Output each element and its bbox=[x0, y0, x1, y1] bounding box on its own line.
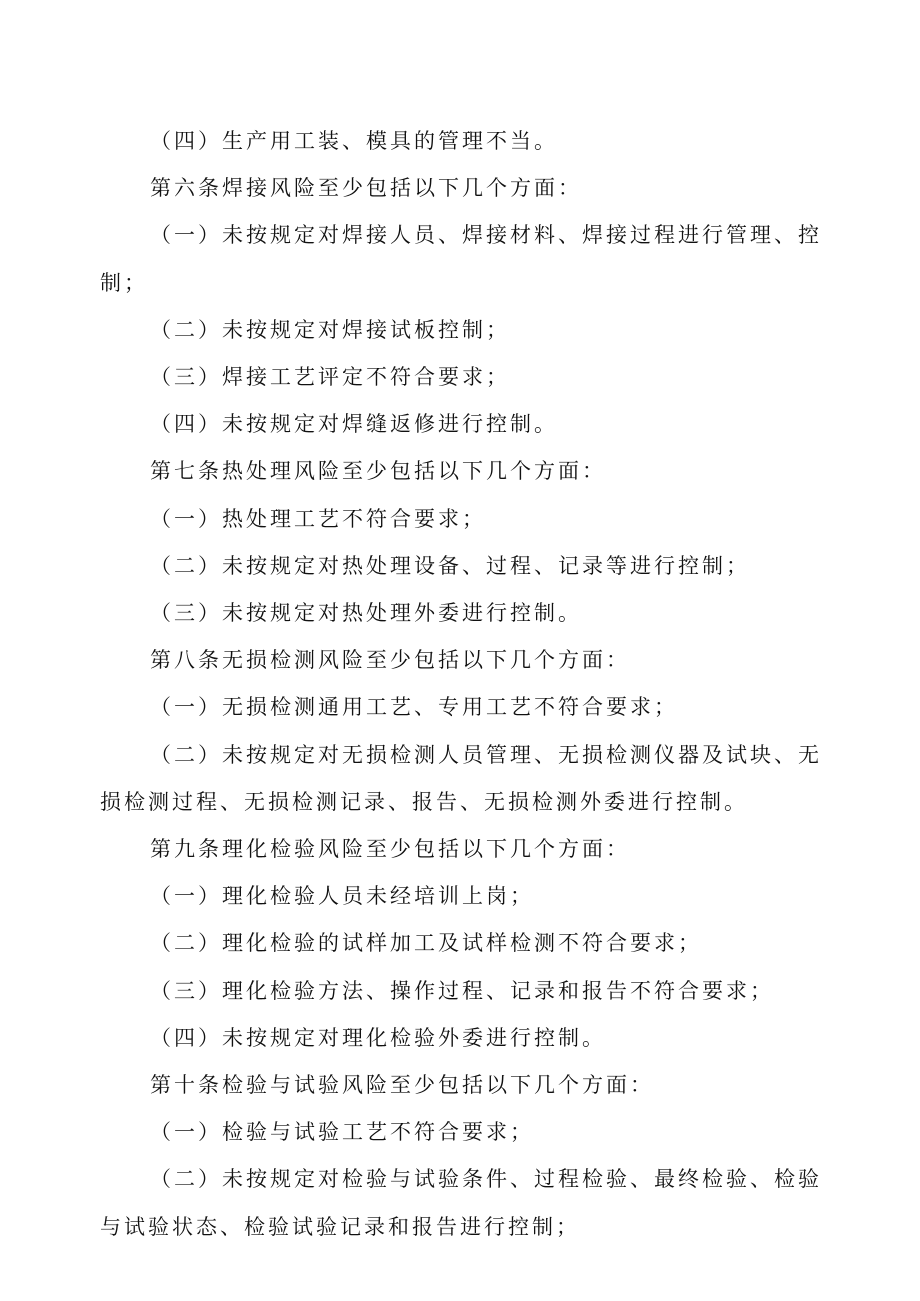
paragraph-welding-item-1: （一）未按规定对焊接人员、焊接材料、焊接过程进行管理、控制； bbox=[100, 223, 822, 295]
article-9-heading: 第九条理化检验风险至少包括以下几个方面： bbox=[150, 837, 630, 862]
paragraph-heat-treatment-item-1: （一）热处理工艺不符合要求； bbox=[150, 506, 486, 531]
article-6-heading: 第六条焊接风险至少包括以下几个方面： bbox=[150, 176, 582, 201]
paragraph-tooling-item-4: （四）生产用工装、模具的管理不当。 bbox=[150, 129, 558, 153]
article-8-heading: 第八条无损检测风险至少包括以下几个方面： bbox=[150, 648, 630, 673]
paragraph-heat-treatment-item-3: （三）未按规定对热处理外委进行控制。 bbox=[150, 601, 582, 626]
paragraph-inspection-item-1: （一）检验与试验工艺不符合要求； bbox=[150, 1120, 534, 1145]
paragraph-physchem-item-3: （三）理化检验方法、操作过程、记录和报告不符合要求； bbox=[150, 978, 774, 1003]
paragraph-physchem-item-4: （四）未按规定对理化检验外委进行控制。 bbox=[150, 1025, 606, 1050]
paragraph-ndt-item-1: （一）无损检测通用工艺、专用工艺不符合要求； bbox=[150, 695, 678, 720]
paragraph-inspection-item-2: （二）未按规定对检验与试验条件、过程检验、最终检验、检验与试验状态、检验试验记录和报告进行控制； bbox=[100, 1167, 822, 1239]
paragraph-welding-item-4: （四）未按规定对焊缝返修进行控制。 bbox=[150, 412, 558, 437]
paragraph-ndt-item-2: （二）未按规定对无损检测人员管理、无损检测仪器及试块、无损检测过程、无损检测记录、报告、无损检测外委进行控制。 bbox=[100, 742, 822, 814]
paragraph-welding-item-2: （二）未按规定对焊接试板控制； bbox=[150, 317, 510, 342]
document-body bbox=[100, 118, 822, 1251]
paragraph-physchem-item-2: （二）理化检验的试样加工及试样检测不符合要求； bbox=[150, 931, 702, 956]
paragraph-heat-treatment-item-2: （二）未按规定对热处理设备、过程、记录等进行控制； bbox=[150, 553, 750, 578]
article-10-heading: 第十条检验与试验风险至少包括以下几个方面： bbox=[150, 1073, 654, 1098]
article-7-heading: 第七条热处理风险至少包括以下几个方面： bbox=[150, 459, 606, 484]
paragraph-physchem-item-1: （一）理化检验人员未经培训上岗； bbox=[150, 884, 534, 909]
paragraph-welding-item-3: （三）焊接工艺评定不符合要求； bbox=[150, 365, 510, 390]
